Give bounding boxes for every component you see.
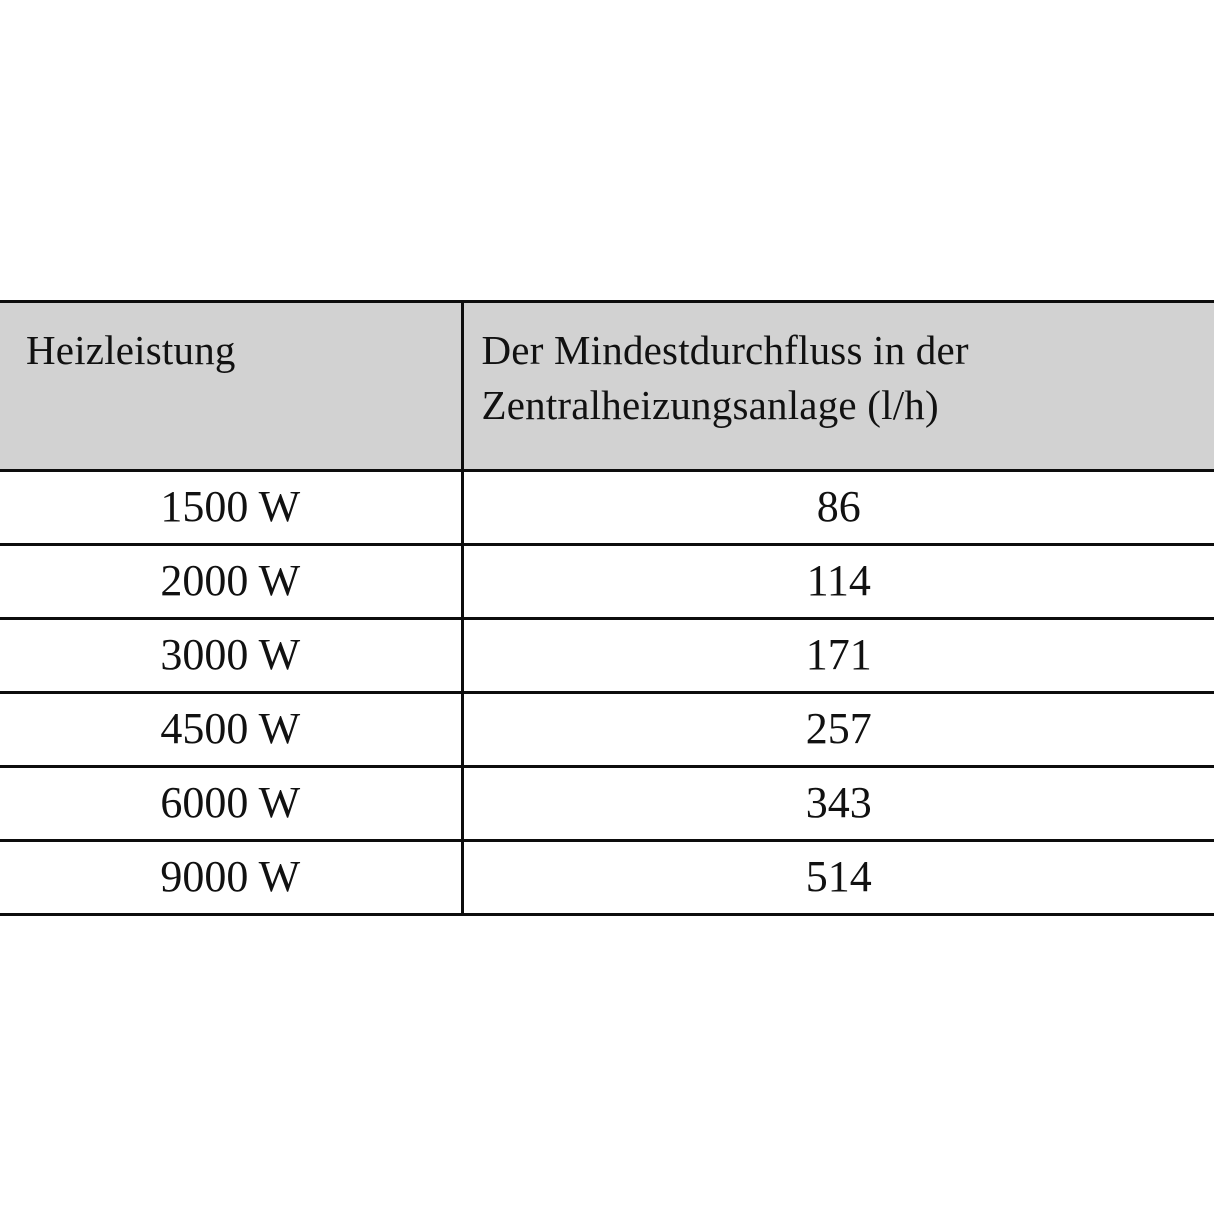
heating-power-flow-table — [0, 300, 1214, 916]
cell-power: 9000 W — [0, 841, 462, 915]
column-header-minimum-flow — [462, 302, 1214, 471]
cell-power: 4500 W — [0, 693, 462, 767]
cell-flow: 171 — [462, 619, 1214, 693]
table-row — [0, 841, 1214, 915]
cell-power: 6000 W — [0, 767, 462, 841]
cell-power: 3000 W — [0, 619, 462, 693]
cell-flow: 343 — [462, 767, 1214, 841]
cell-flow: 257 — [462, 693, 1214, 767]
table-header-row — [0, 302, 1214, 471]
table-row — [0, 619, 1214, 693]
column-header-heating-power-text: Heizleistung — [26, 327, 236, 373]
table-row — [0, 471, 1214, 545]
cell-flow: 114 — [462, 545, 1214, 619]
column-header-minimum-flow-line2: Zentralheizungsanlage (l/h) — [481, 382, 939, 429]
table-body — [0, 471, 1214, 915]
table-header — [0, 302, 1214, 471]
table-container — [0, 300, 1214, 916]
cell-power: 2000 W — [0, 545, 462, 619]
table-row — [0, 545, 1214, 619]
cell-flow: 86 — [462, 471, 1214, 545]
column-header-heating-power — [0, 302, 462, 471]
cell-flow: 514 — [462, 841, 1214, 915]
table-row — [0, 693, 1214, 767]
table-row — [0, 767, 1214, 841]
cell-power: 1500 W — [0, 471, 462, 545]
column-header-minimum-flow-line1: Der Mindestdurchfluss in der — [481, 327, 969, 373]
